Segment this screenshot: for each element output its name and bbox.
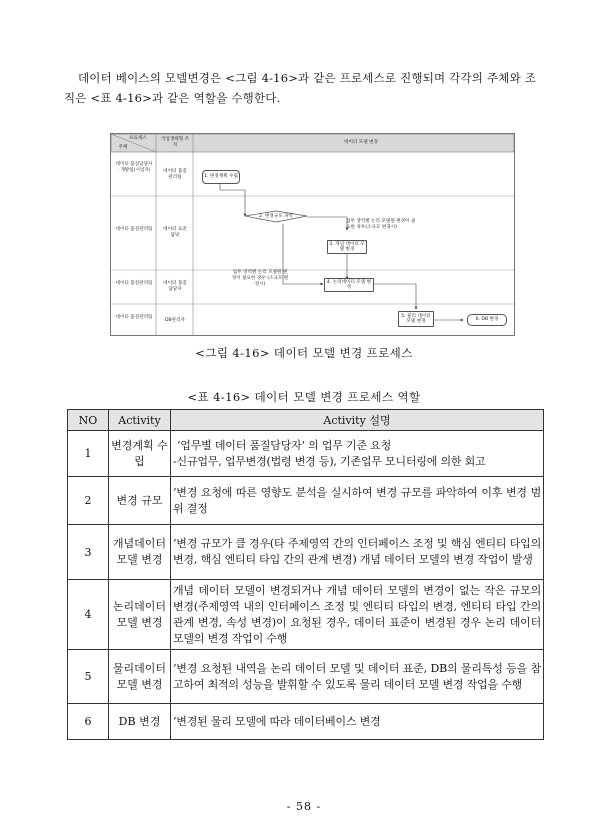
intro-paragraph [64, 68, 552, 108]
table-row [68, 580, 544, 650]
figure-caption: <그림 4-16> 데이터 모델 변경 프로세스 [195, 346, 413, 360]
row-no: 2 [68, 477, 109, 525]
lane-1-org: 데이터 품질관리팀 [163, 169, 187, 180]
desc-line: ‘업무별 데이터 품질담당자’ 의 업무 기준 요청 [177, 438, 392, 452]
node-1: 1. 변경계획 수립 [202, 170, 240, 184]
row-activity: 개념데이터모델 변경 [109, 525, 171, 580]
header-no: NO [68, 410, 109, 431]
lane-2-subject: 데이터 품질관리팀 [115, 227, 153, 232]
header-desc: Activity 설명 [171, 410, 544, 431]
node-6: 6. DB 변경 [467, 314, 507, 326]
row-activity: DB 변경 [109, 704, 171, 740]
row-desc [171, 431, 544, 477]
lane-1-subject: 데이터 품질담당자 · 개발팀(시업자) [115, 162, 153, 173]
row-activity: 논리데이터모델 변경 [109, 580, 171, 650]
note-1: 업무 영역별 논리 모델원 변경이 필요한 경우(소규모 변경시) [346, 219, 416, 230]
node-2: 2. 변경규모 파악 [259, 214, 293, 219]
page-number: - 58 - [286, 800, 322, 813]
desc-line: -신규업무, 업무변경(법령 변경 등), 기존업무 모니터링에 의한 회고 [173, 454, 486, 468]
row-activity: 변경 규모 [109, 477, 171, 525]
row-desc: ‘변경 규모가 클 경우(타 주제영역 간의 인터페이스 조정 및 핵심 엔티티 타입의 변경, 핵심 엔티티 타입 간의 관계 변경) 개념 데이터 모델의 변경 작업이 발생 [171, 525, 544, 580]
row-no: 6 [68, 704, 109, 740]
lane-2-org: 데이터 표준담당 [163, 227, 187, 238]
lane-3-subject: 데이터 품질관리팀 [115, 281, 153, 286]
table-row [68, 704, 544, 740]
row-no: 4 [68, 580, 109, 650]
diagram-header-title: 데이터 모델 변경 [344, 140, 378, 145]
lane-4-org: DB관리자 [164, 318, 185, 323]
row-activity: 물리데이터모델 변경 [109, 650, 171, 704]
diagram-header-org: 국업생태형 조직 [160, 137, 190, 148]
row-no: 5 [68, 650, 109, 704]
intro-line-2: 직은 <표 4-16>과 같은 역할을 수행한다. [64, 91, 281, 105]
row-desc: ‘변경 요청된 내역을 논리 데이터 모델 및 데이터 표준, DB의 물리특성 등을 참고하여 최적의 성능을 발휘할 수 있도록 물리 데이터 모델 변경 작업을 수행 [171, 650, 544, 704]
note-2: 업무 영역별 논리 모델원 변경이 필요한 경우 (소규모 변경시) [231, 270, 289, 287]
lane-3-org: 데이터 품질담당자 [163, 281, 187, 292]
row-activity: 변경계획 수립 [109, 431, 171, 477]
row-desc: ‘변경된 물리 모델에 따라 데이터베이스 변경 [171, 704, 544, 740]
node-4: 4. 논리데이터 모델 변경 [324, 278, 374, 292]
row-no: 1 [68, 431, 109, 477]
table-caption: <표 4-16> 데이터 모델 변경 프로세스 역할 [187, 390, 421, 404]
node-5: 5. 물리 데이터 모델 변경 [398, 311, 434, 327]
process-diagram [110, 133, 515, 336]
table-row [68, 477, 544, 525]
table-row [68, 650, 544, 704]
diagram-header-process: 프로세스 [129, 136, 147, 141]
diagram-header-subject: 주체 [118, 145, 128, 150]
lane-4-subject: 데이터 품질관리팀 [115, 315, 153, 320]
process-role-table [67, 409, 544, 740]
table-header-row [68, 410, 544, 431]
row-no: 3 [68, 525, 109, 580]
intro-line-1: 데이터 베이스의 모델변경은 <그림 4-16>과 같은 프로세스로 진행되며 각각의 주체와 조 [78, 71, 537, 85]
node-3: 3. 개념 데이터 모델 변경 [327, 240, 367, 254]
table-row [68, 525, 544, 580]
row-desc: 개념 데이터 모델이 변경되거나 개념 데이터 모델의 변경이 없는 작은 규모의 변경(주제영역 내의 인터페이스 조정 및 엔티티 타입의 변경, 엔티티 타입 간의 관계 변경, 속성 변경)이 요청된 경우, 데이터 표준이 변경된 경우 논리 데이터 모델의 변경 작업이 수행 [171, 580, 544, 650]
table-row [68, 431, 544, 477]
header-activity: Activity [109, 410, 171, 431]
row-desc: ‘변경 요청에 따른 영향도 분석을 실시하여 변경 규모를 파악하여 이후 변경 범위 결정 [171, 477, 544, 525]
